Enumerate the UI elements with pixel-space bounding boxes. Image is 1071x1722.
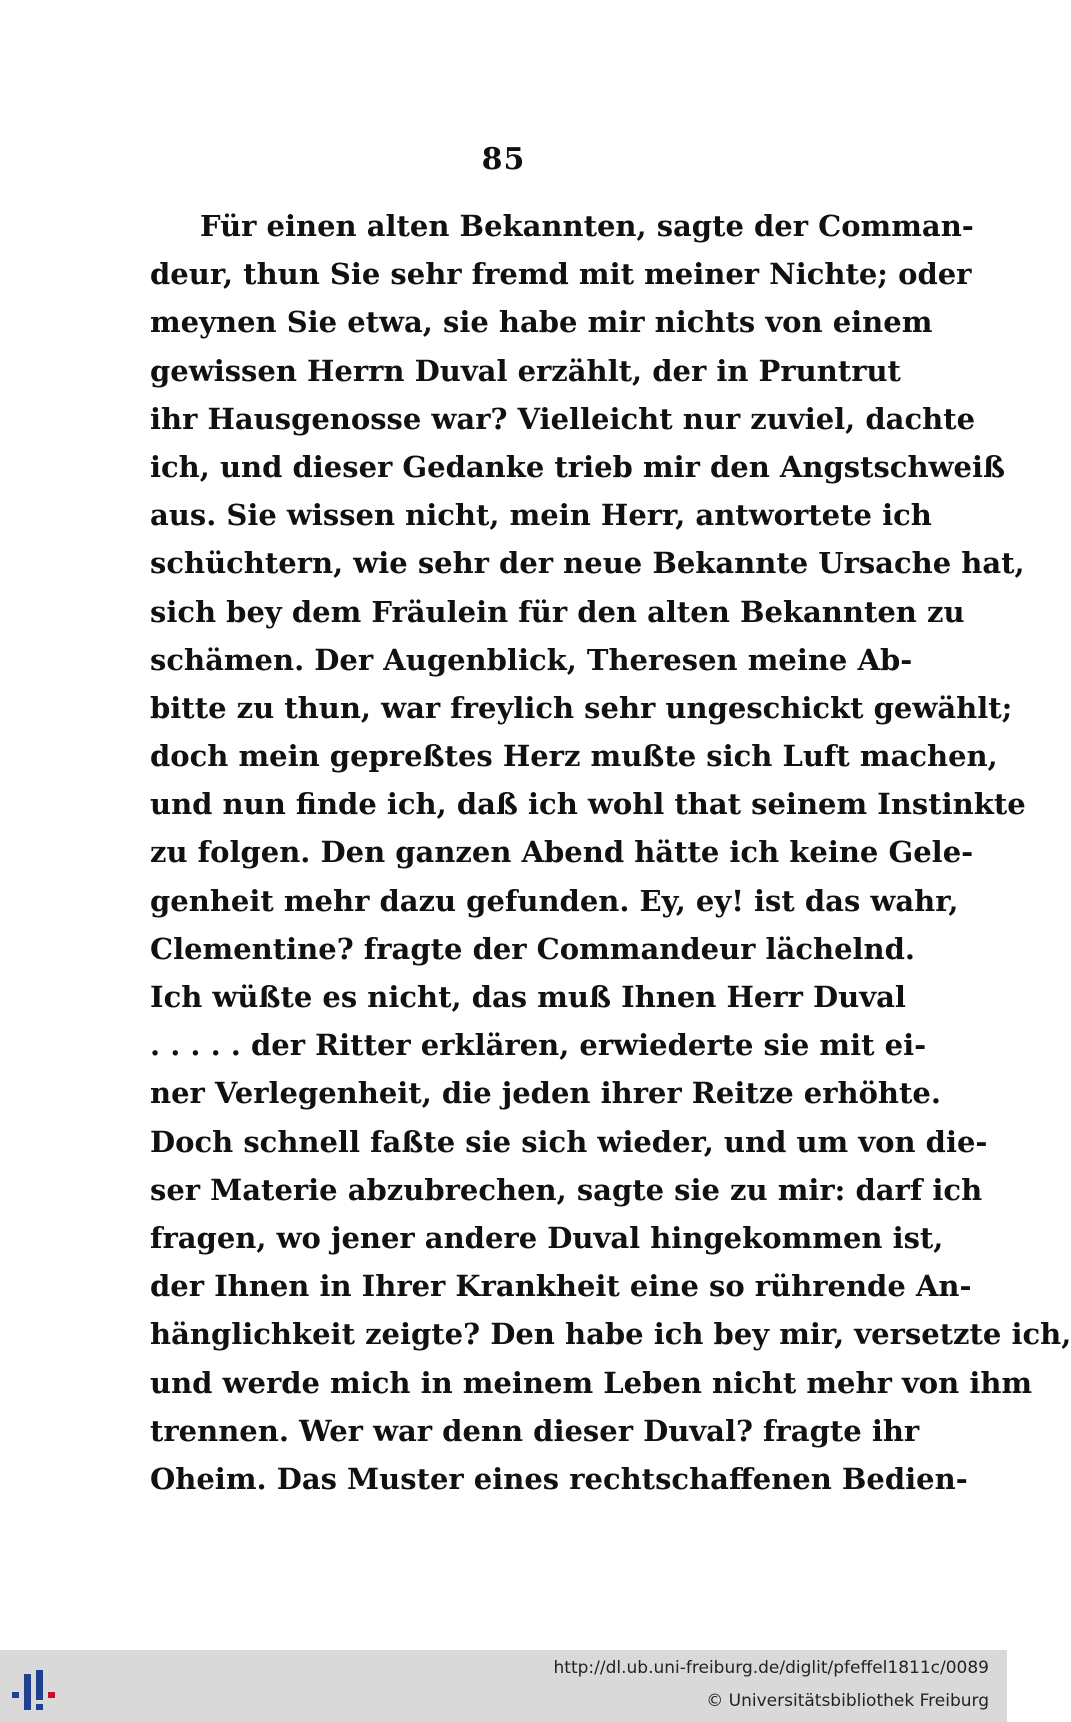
- text-line: aus. Sie wissen nicht, mein Herr, antwortete ich: [150, 498, 932, 533]
- text-line: trennen. Wer war denn dieser Duval? fragte ihr: [150, 1413, 920, 1448]
- text-line: deur, thun Sie sehr fremd mit meiner Nichte; oder: [150, 257, 972, 292]
- text-line: ihr Hausgenosse war? Vielleicht nur zuviel, dachte: [150, 401, 976, 436]
- text-line: der Ihnen in Ihrer Krankheit eine so rührende An-: [150, 1269, 972, 1304]
- text-line: hänglichkeit zeigte? Den habe ich bey mir, versetzte ich,: [150, 1317, 1071, 1352]
- text-line: sich bey dem Fräulein für den alten Bekannten zu: [150, 594, 965, 629]
- text-line: schämen. Der Augenblick, Theresen meine Ab-: [150, 642, 913, 677]
- page-number: 85: [481, 142, 526, 177]
- text-line: ser Materie abzubrechen, sagte sie zu mir: darf ich: [150, 1172, 983, 1207]
- text-line: meynen Sie etwa, sie habe mir nichts von einem: [150, 305, 933, 340]
- footer-bar: [0, 1650, 1007, 1722]
- text-line: und werde mich in meinem Leben nicht mehr von ihm: [150, 1365, 1033, 1400]
- ub-freiburg-logo-icon: [10, 1668, 66, 1712]
- text-line: ner Verlegenheit, die jeden ihrer Reitze erhöhte.: [150, 1076, 941, 1111]
- text-line: ich, und dieser Gedanke trieb mir den Angstschweiß: [150, 449, 1006, 484]
- text-line: genheit mehr dazu gefunden. Ey, ey! ist das wahr,: [150, 883, 959, 918]
- text-line: fragen, wo jener andere Duval hingekommen ist,: [150, 1220, 944, 1255]
- permalink-url[interactable]: http://dl.ub.uni-freiburg.de/diglit/pfeffel1811c/0089: [553, 1658, 989, 1678]
- text-line: und nun finde ich, daß ich wohl that seinem Instinkte: [150, 787, 1026, 822]
- text-line: Oheim. Das Muster eines rechtschaffenen Bedien-: [150, 1461, 968, 1496]
- body-text: [150, 202, 1071, 1503]
- text-line: zu folgen. Den ganzen Abend hätte ich keine Gele-: [150, 835, 974, 870]
- text-line: schüchtern, wie sehr der neue Bekannte Ursache hat,: [150, 546, 1025, 581]
- text-line: doch mein gepreßtes Herz mußte sich Luft machen,: [150, 739, 998, 774]
- text-line: Für einen alten Bekannten, sagte der Comman-: [200, 209, 974, 243]
- text-line: Doch schnell faßte sie sich wieder, und um von die-: [150, 1124, 988, 1159]
- text-line: . . . . . der Ritter erklären, erwiederte sie mit ei-: [150, 1028, 927, 1063]
- text-line: Ich wüßte es nicht, das muß Ihnen Herr Duval: [150, 980, 906, 1014]
- text-line: Clementine? fragte der Commandeur lächelnd.: [150, 931, 916, 966]
- text-line: bitte zu thun, war freylich sehr ungeschickt gewählt;: [150, 690, 1013, 725]
- text-line: gewissen Herrn Duval erzählt, der in Pruntrut: [150, 353, 901, 388]
- copyright-notice: © Universitätsbibliothek Freiburg: [706, 1691, 989, 1711]
